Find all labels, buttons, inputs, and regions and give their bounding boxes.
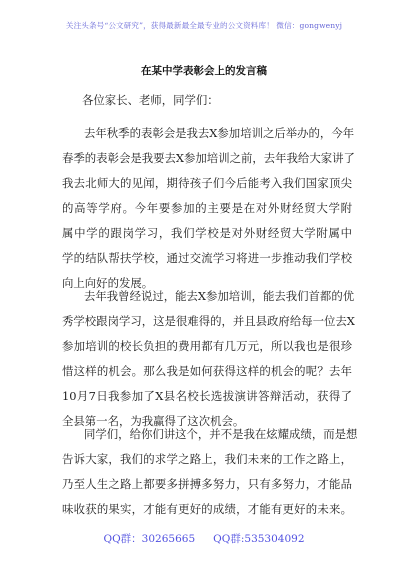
qq-group-2: QQ群:535304092 [213, 533, 305, 545]
paragraph-line: 味收获的果实，才能有更好的成绩，才能有更好的未来。 [62, 502, 352, 516]
paragraph-line: 属中学的跟岗学习，我们学校是对外财经贸大学附属中 [62, 226, 352, 240]
paragraph-3 [62, 422, 358, 522]
paragraph-line: 同学们，给你们讲这个，并不是我在炫耀成绩，而是想 [84, 427, 358, 441]
paragraph-line: 全县第一名，为我赢得了这次机会。 [62, 414, 245, 428]
footer-qq-groups [0, 531, 408, 546]
paragraph-line: 惜这样的机会。那么我是如何获得这样的机会的呢？去年 [62, 364, 352, 378]
document-title: 在某中学表彰会上的发言稿 [141, 65, 267, 77]
paragraph-line: 学的结队帮扶学校，通过交流学习将进一步推动我们学校 [62, 251, 352, 265]
paragraph-line: 告诉大家，我们的求学之路上，我们未来的工作之路上， [62, 452, 352, 466]
paragraph-line: 我去北师大的见闻，期待孩子们今后能考入我们国家顶尖 [62, 176, 352, 190]
qq-group-1: QQ群：30265665 [103, 533, 196, 545]
paragraph-line: 的高等学府。今年要参加的主要是在对外财经贸大学附 [62, 201, 352, 215]
paragraph-line: 向上向好的发展。 [62, 276, 154, 290]
paragraph-line: 参加培训的校长负担的费用都有几万元，所以我也是很珍 [62, 339, 352, 353]
paragraph-line: 春季的表彰会是我要去X参加培训之前，去年我给大家讲了 [62, 151, 355, 165]
paragraph-2 [62, 284, 355, 434]
paragraph-line: 秀学校跟岗学习，这是很难得的，并且县政府给每一位去X [62, 314, 355, 328]
paragraph-line: 10月7日我参加了X县名校长选拔演讲答辩活动，获得了 [62, 389, 352, 403]
paragraph-line: 乃至人生之路上都要多拼搏多努力，只有多努力，才能品 [62, 477, 352, 491]
salutation: 各位家长、老师，同学们： [82, 93, 219, 107]
header-banner: 关注头条号“公文研究”，获得最新最全最专业的公文资料库！ 微信：gongwenyj [65, 21, 343, 30]
paragraph-line: 去年我曾经说过，能去X参加培训，能去我们首都的优 [84, 289, 355, 303]
paragraph-line: 去年秋季的表彰会是我去X参加培训之后举办的，今年 [84, 126, 355, 140]
